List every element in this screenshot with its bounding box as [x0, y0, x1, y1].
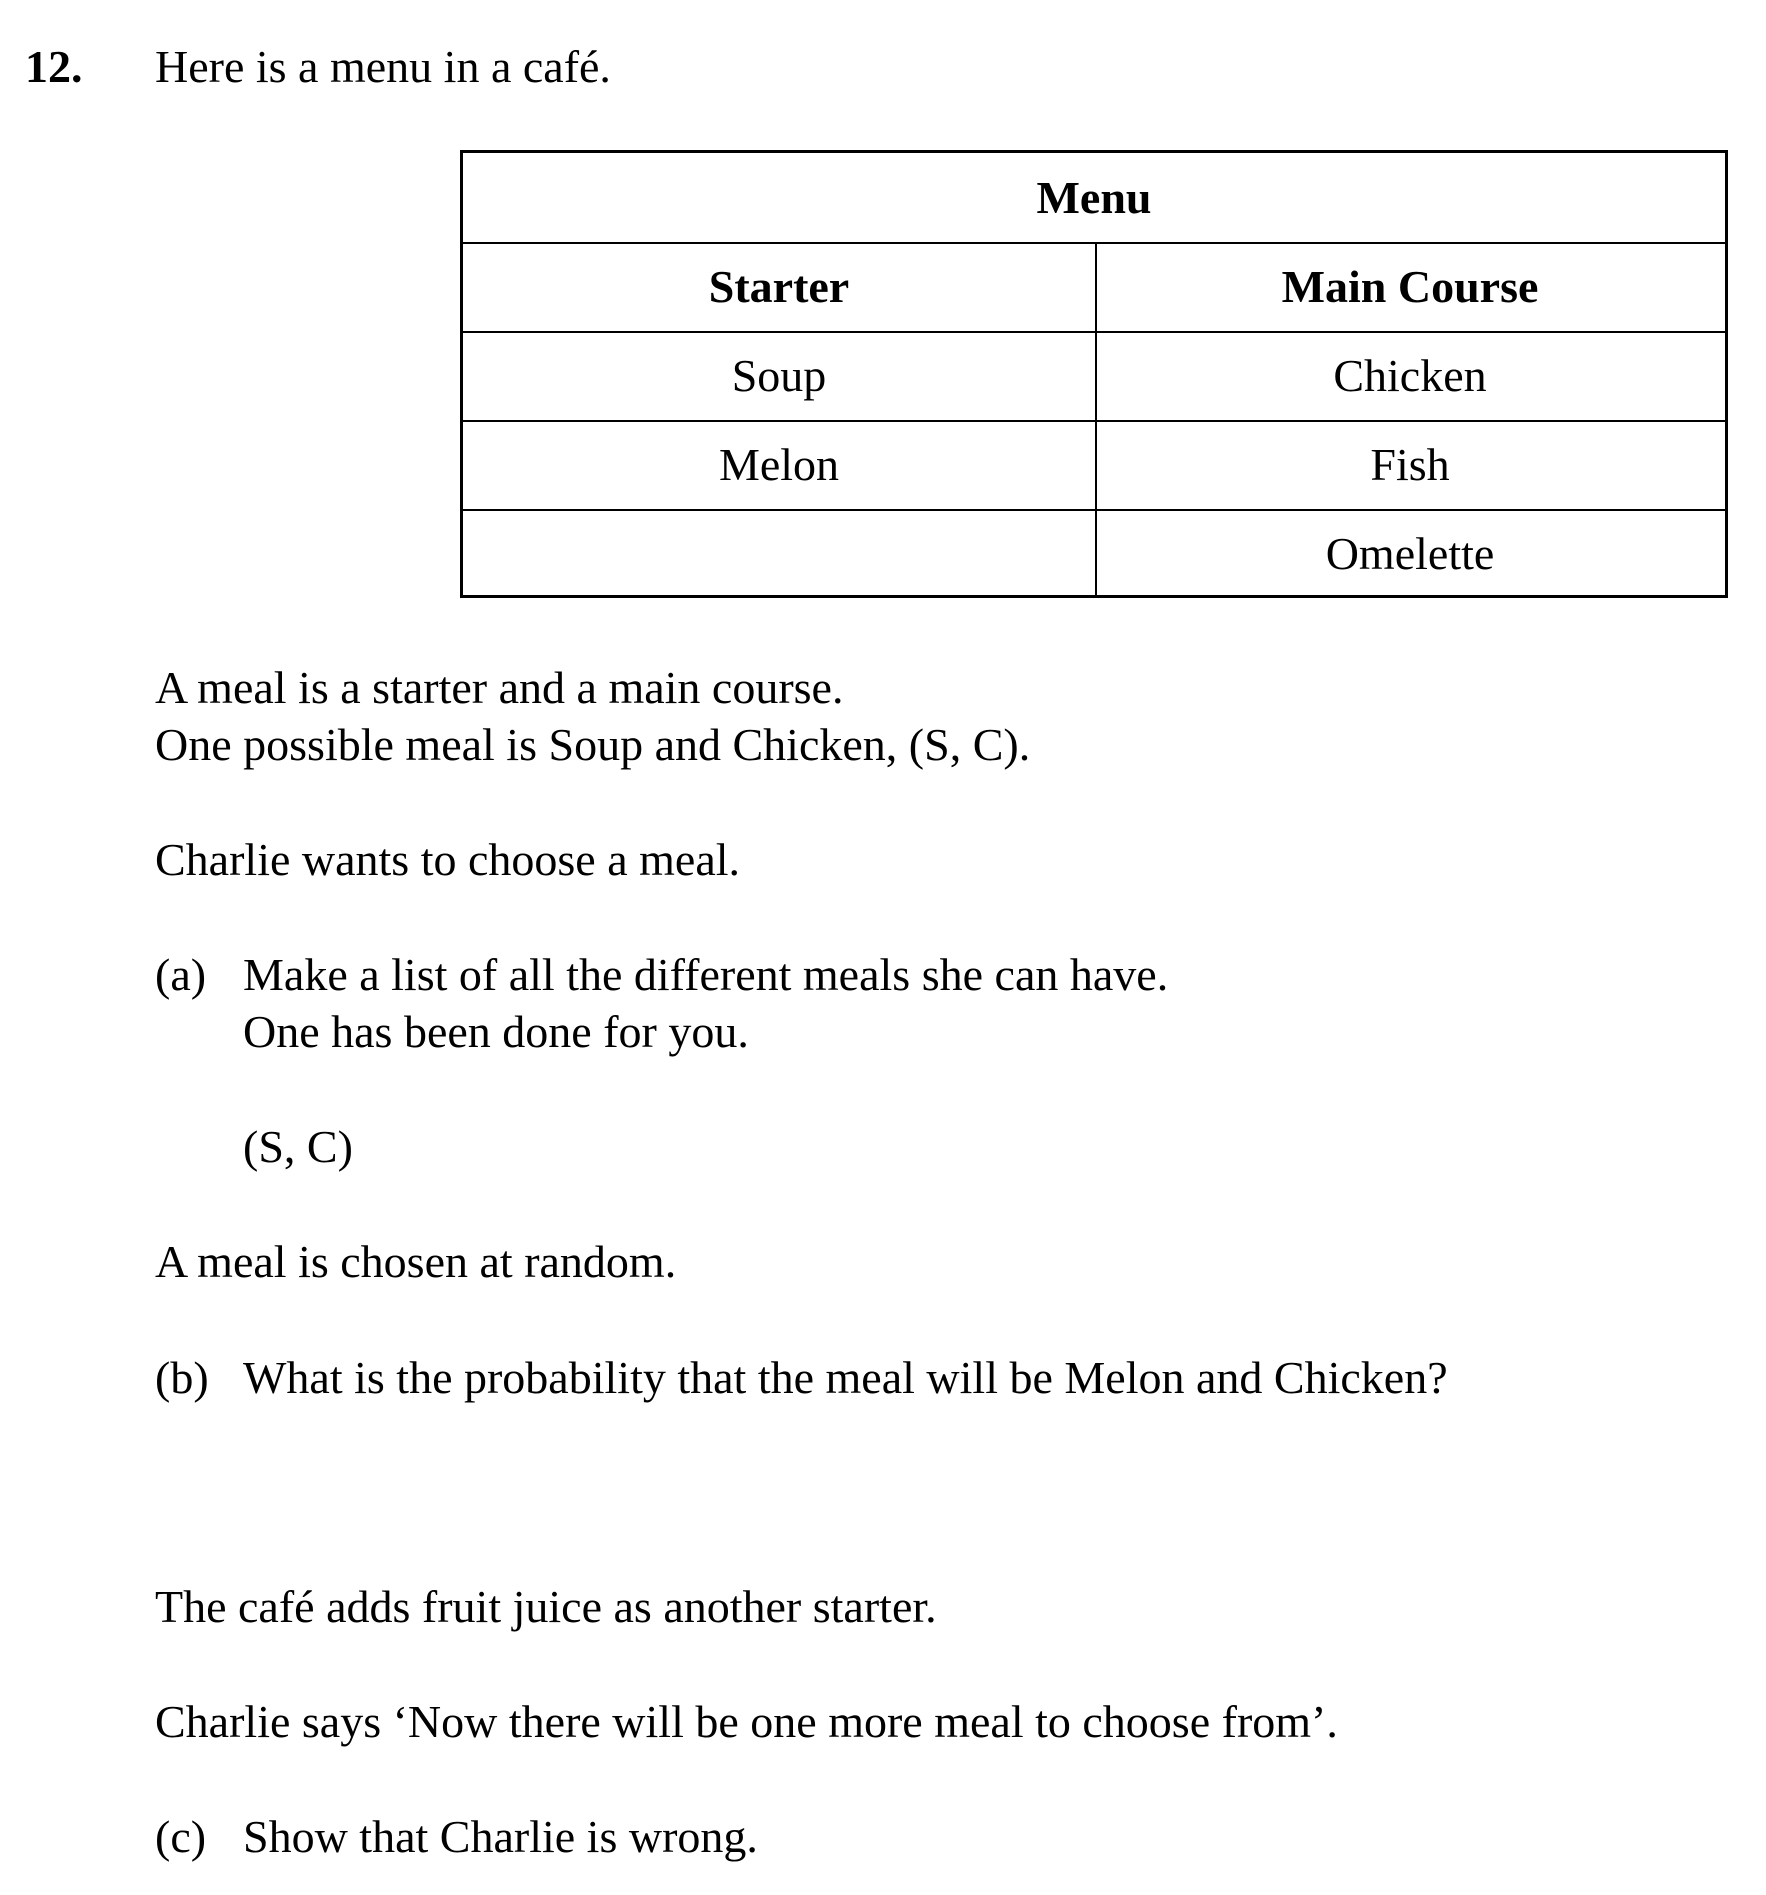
menu-row — [463, 509, 1725, 598]
part-c-text: Show that Charlie is wrong. — [243, 1811, 758, 1862]
header-main-course: Main Course — [1281, 260, 1539, 312]
text-charlie-says: Charlie says ‘Now there will be one more meal to choose from’. — [155, 1696, 1338, 1747]
text-meal-definition: A meal is a starter and a main course. — [155, 662, 844, 713]
menu-cell-main: Fish — [1370, 438, 1450, 490]
text-random-choice: A meal is chosen at random. — [155, 1236, 677, 1287]
question-intro: Here is a menu in a café. — [155, 41, 611, 92]
menu-cell-starter: Soup — [731, 349, 827, 401]
part-a-label: (a) — [155, 949, 207, 1000]
menu-title-row — [463, 153, 1725, 242]
menu-table — [460, 150, 1728, 598]
part-a-subtext: One has been done for you. — [243, 1006, 749, 1057]
part-c-label: (c) — [155, 1811, 207, 1862]
menu-cell-main: Omelette — [1325, 527, 1495, 579]
menu-row — [463, 420, 1725, 509]
part-a-text: Make a list of all the different meals she can have. — [243, 949, 1169, 1000]
question-number: 12. — [25, 41, 83, 92]
text-fruit-juice: The café adds fruit juice as another starter. — [155, 1581, 937, 1632]
part-b-text: What is the probability that the meal will be Melon and Chicken? — [243, 1352, 1448, 1403]
menu-row — [463, 331, 1725, 420]
header-starter: Starter — [708, 260, 850, 312]
menu-header-row — [463, 242, 1725, 331]
menu-title: Menu — [1036, 171, 1152, 223]
part-a-example: (S, C) — [243, 1121, 353, 1172]
menu-cell-starter: Melon — [718, 438, 840, 490]
text-charlie-choose: Charlie wants to choose a meal. — [155, 834, 741, 885]
menu-cell-main: Chicken — [1333, 349, 1487, 401]
text-example-meal: One possible meal is Soup and Chicken, (S, C). — [155, 719, 1031, 770]
part-b-label: (b) — [155, 1352, 209, 1403]
